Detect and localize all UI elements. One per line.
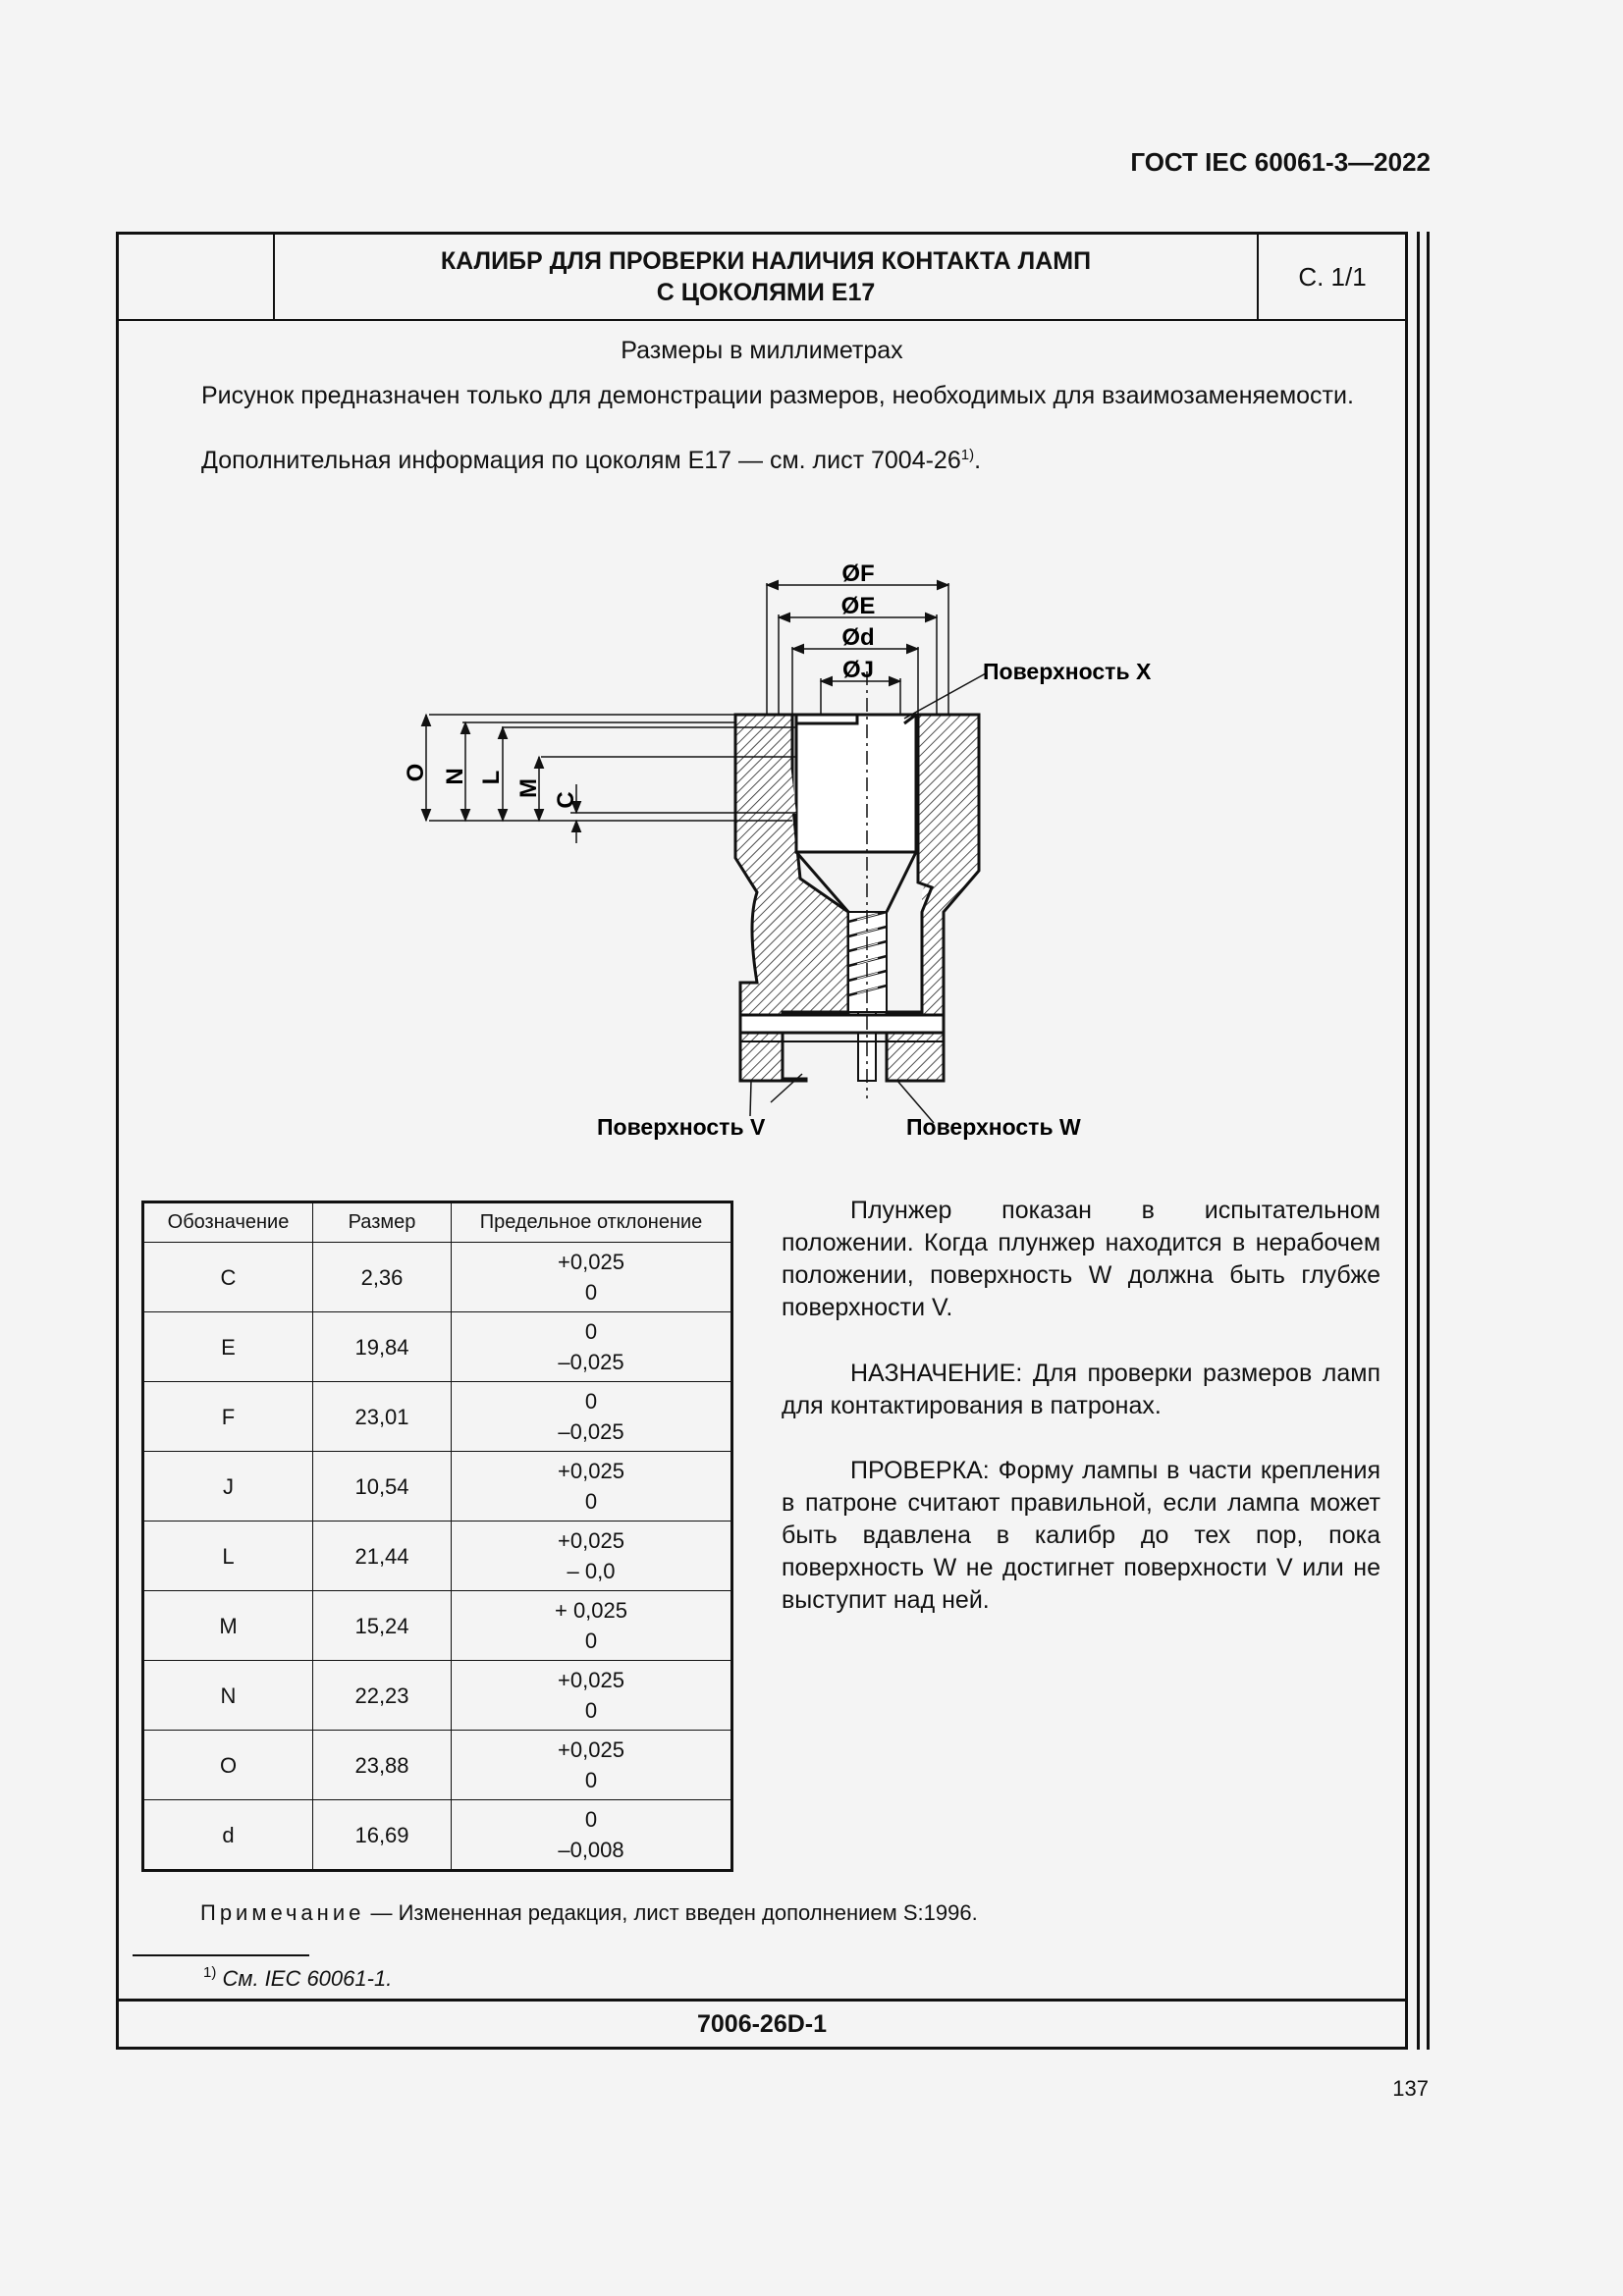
- cell-symbol: L: [143, 1522, 313, 1591]
- cell-tolerance: [452, 1661, 732, 1731]
- footnote: [203, 1966, 392, 1992]
- tol-lower: 0: [584, 1280, 598, 1305]
- footnote-mark: 1): [203, 1964, 217, 1981]
- tol-upper: +0,025: [558, 1459, 624, 1483]
- cell-size: 2,36: [313, 1243, 452, 1312]
- margin-rule: [1427, 232, 1430, 2050]
- tol-lower: 0: [584, 1489, 598, 1514]
- tol-lower: – 0,0: [567, 1559, 616, 1583]
- cell-symbol: N: [143, 1661, 313, 1731]
- tol-upper: +0,025: [558, 1737, 624, 1762]
- footnote-ref: 1): [960, 447, 975, 463]
- cell-symbol: M: [143, 1591, 313, 1661]
- label-J: ØJ: [841, 657, 875, 683]
- label-E: ØE: [840, 593, 876, 619]
- label-N: N: [442, 768, 468, 785]
- cell-size: 16,69: [313, 1800, 452, 1871]
- table-row: [143, 1731, 732, 1800]
- label-C: C: [553, 791, 579, 809]
- table-row: [143, 1312, 732, 1382]
- title-line-2: С ЦОКОЛЯМИ Е17: [656, 279, 876, 306]
- tol-lower: 0: [584, 1629, 598, 1653]
- cell-size: 10,54: [313, 1452, 452, 1522]
- purpose-text: НАЗНАЧЕНИЕ: Для проверки размеров ламп для контактирования в патронах.: [782, 1360, 1380, 1419]
- label-surface-v: Поверхность V: [597, 1114, 766, 1140]
- label-F: ØF: [841, 561, 875, 587]
- col-header-tolerance: Предельное отклонение: [452, 1202, 732, 1243]
- col-header-symbol: Обозначение: [143, 1202, 313, 1243]
- note: [200, 1900, 978, 1926]
- tol-upper: 0: [584, 1807, 598, 1832]
- cell-size: 19,84: [313, 1312, 452, 1382]
- cell-tolerance: [452, 1522, 732, 1591]
- cell-symbol: C: [143, 1243, 313, 1312]
- cell-tolerance: [452, 1452, 732, 1522]
- standard-number: ГОСТ IEC 60061-3—2022: [1130, 147, 1431, 177]
- intro-paragraph-2-end: .: [974, 447, 982, 474]
- cell-size: 23,01: [313, 1382, 452, 1452]
- cell-tolerance: [452, 1731, 732, 1800]
- page-number: 137: [1392, 2076, 1429, 2101]
- cell-size: 21,44: [313, 1522, 452, 1591]
- tol-upper: + 0,025: [554, 1598, 627, 1623]
- tol-upper: +0,025: [558, 1250, 624, 1274]
- data-sheet: [116, 232, 1408, 2050]
- table-row: [143, 1452, 732, 1522]
- sheet-code: 7006-26D-1: [119, 1999, 1405, 2047]
- intro-paragraph-2-text: Дополнительная информация по цоколям Е17 — см. лист 7004-26: [201, 447, 961, 474]
- tol-upper: +0,025: [558, 1528, 624, 1553]
- footnote-separator: [133, 1954, 309, 1956]
- label-O: O: [403, 763, 429, 782]
- cell-tolerance: [452, 1312, 732, 1382]
- check-text: ПРОВЕРКА: Форму лампы в части крепления в патроне считают правильной, если лампа может быть вдавлена в калибр до тех пор, пока поверхность W не достигнет поверхности V или не выступит над ней.: [782, 1457, 1380, 1614]
- cell-tolerance: [452, 1800, 732, 1871]
- label-surface-w: Поверхность W: [906, 1114, 1081, 1140]
- cell-symbol: d: [143, 1800, 313, 1871]
- tol-lower: 0: [584, 1768, 598, 1792]
- tol-upper: +0,025: [558, 1668, 624, 1692]
- cell-tolerance: [452, 1243, 732, 1312]
- tol-upper: 0: [584, 1389, 598, 1414]
- cell-symbol: J: [143, 1452, 313, 1522]
- gauge-drawing: [119, 235, 1405, 1177]
- cell-symbol: F: [143, 1382, 313, 1452]
- table-row: [143, 1382, 732, 1452]
- cell-tolerance: [452, 1382, 732, 1452]
- title-line-1: КАЛИБР ДЛЯ ПРОВЕРКИ НАЛИЧИЯ КОНТАКТА ЛАМП: [440, 247, 1092, 275]
- units-caption: Размеры в миллиметрах: [621, 337, 903, 364]
- cell-symbol: E: [143, 1312, 313, 1382]
- table-row: [143, 1522, 732, 1591]
- table-row: [143, 1591, 732, 1661]
- cell-symbol: O: [143, 1731, 313, 1800]
- cell-size: 22,23: [313, 1661, 452, 1731]
- tol-lower: –0,025: [558, 1419, 624, 1444]
- label-L: L: [478, 770, 505, 785]
- note-text: — Измененная редакция, лист введен дополнением S:1996.: [364, 1900, 978, 1925]
- tol-lower: 0: [584, 1698, 598, 1723]
- label-d: Ød: [841, 624, 875, 651]
- tol-lower: –0,008: [558, 1838, 624, 1862]
- table-row: [143, 1243, 732, 1312]
- table-row: [143, 1661, 732, 1731]
- dimensions-table: [141, 1201, 733, 1872]
- table-row: [143, 1800, 732, 1871]
- intro-paragraph-1: Рисунок предназначен только для демонстрации размеров, необходимых для взаимозаменяемости.: [201, 382, 1354, 409]
- plunger-text: Плунжер показан в испытательном положении. Когда плунжер находится в нерабочем положении, поверхность W должна быть глубже поверхности V.: [782, 1197, 1380, 1321]
- margin-rule: [1417, 232, 1420, 2050]
- cell-tolerance: [452, 1591, 732, 1661]
- tol-upper: 0: [584, 1319, 598, 1344]
- sheet-page-ref: С. 1/1: [1298, 261, 1367, 292]
- label-M: M: [515, 778, 542, 798]
- note-prefix: Примечание: [200, 1900, 365, 1925]
- cell-size: 23,88: [313, 1731, 452, 1800]
- cell-size: 15,24: [313, 1591, 452, 1661]
- tol-lower: –0,025: [558, 1350, 624, 1374]
- footnote-text: См. IEC 60061-1.: [222, 1966, 393, 1991]
- label-surface-x: Поверхность X: [983, 659, 1152, 684]
- col-header-size: Размер: [313, 1202, 452, 1243]
